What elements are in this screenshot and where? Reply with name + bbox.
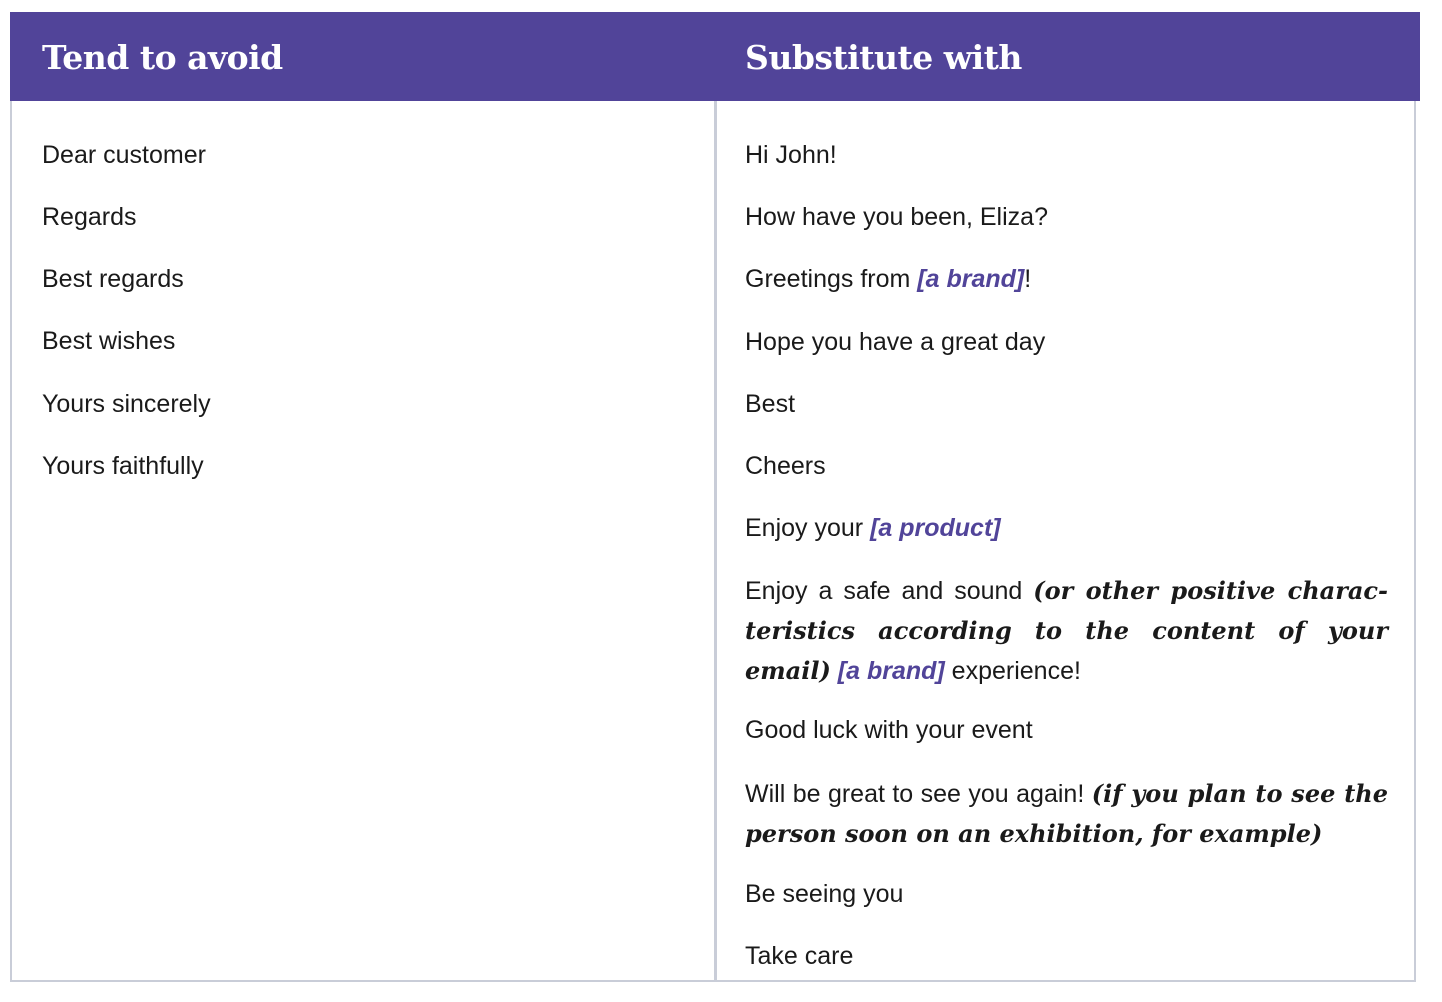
substitute-item	[745, 571, 1388, 691]
avoid-item: Best wishes	[42, 327, 176, 355]
substitute-text: Enjoy a safe and sound	[745, 577, 1034, 605]
substitute-item: Be seeing you	[745, 880, 904, 908]
substitute-item	[745, 260, 1388, 299]
substitute-item: Best	[745, 390, 796, 418]
substitute-text: Greetings from	[745, 265, 918, 293]
substitute-item: How have you been, Eliza?	[745, 203, 1048, 231]
column-divider	[714, 101, 717, 982]
substitute-item: Hi John!	[745, 141, 837, 169]
substitute-text: Will be great to see you again!	[745, 780, 1092, 808]
substitute-note: (or other positive charac-teristics according to the content of your email)	[745, 576, 1388, 685]
substitute-text: !	[1024, 265, 1032, 293]
product-placeholder: [a product]	[870, 514, 1001, 542]
substitute-item: Cheers	[745, 452, 826, 480]
substitute-item	[745, 509, 1388, 548]
substitute-note: (if you plan to see the person soon on an exhibition, for example)	[745, 779, 1389, 848]
header-substitute-with: Substitute with	[745, 38, 1022, 77]
substitution-table	[10, 12, 1416, 982]
header-tend-to-avoid: Tend to avoid	[42, 38, 283, 77]
substitute-text: Enjoy your	[745, 514, 871, 542]
avoid-item: Yours faithfully	[42, 452, 204, 480]
substitute-text: experience!	[944, 657, 1081, 685]
substitute-item: Take care	[745, 942, 854, 970]
avoid-item: Dear customer	[42, 141, 206, 169]
brand-placeholder: [a brand]	[917, 265, 1025, 293]
avoid-item: Best regards	[42, 265, 184, 293]
substitute-item	[745, 774, 1388, 854]
substitute-item: Hope you have a great day	[745, 328, 1046, 356]
avoid-item: Regards	[42, 203, 137, 231]
table-header	[10, 12, 1420, 101]
brand-placeholder: [a brand]	[837, 657, 945, 685]
substitute-item: Good luck with your event	[745, 716, 1033, 744]
avoid-item: Yours sincerely	[42, 390, 211, 418]
